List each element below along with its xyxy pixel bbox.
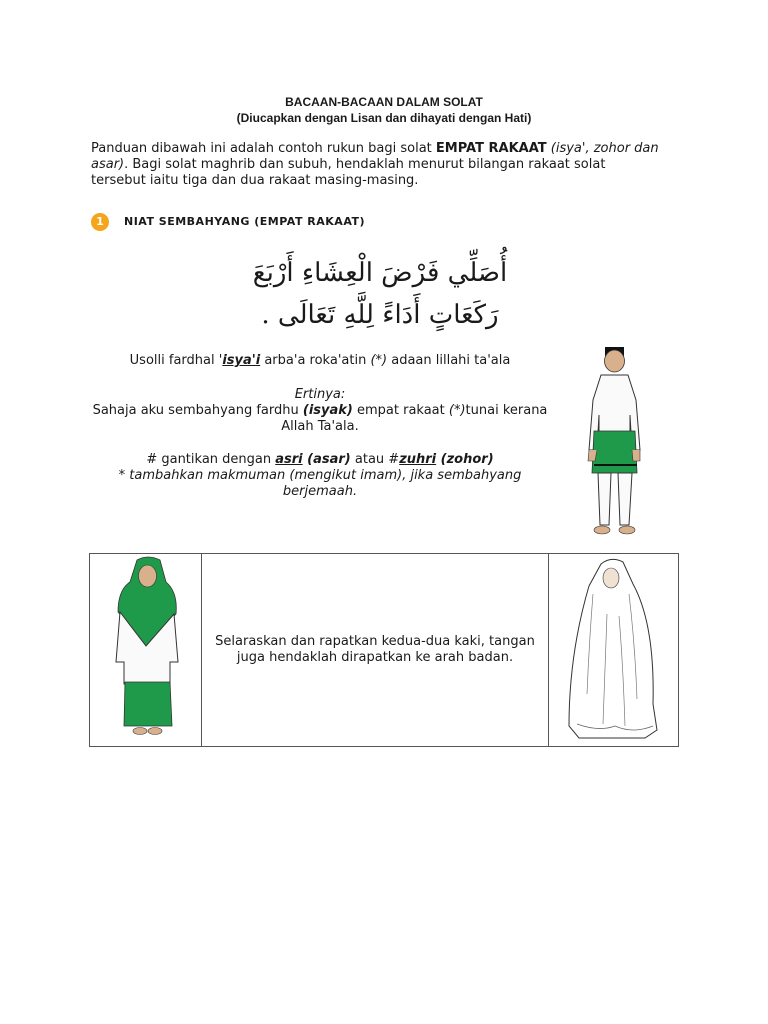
table-cell-woman-white <box>549 554 679 747</box>
arabic-line-1: أُصَلِّي فَرْضَ الْعِشَاءِ أَرْبَعَ <box>252 258 508 288</box>
makmum-note: * tambahkan makmuman (mengikut imam), jika sembahyang berjemaah. <box>118 468 522 499</box>
instruction-text: Selaraskan dan rapatkan kedua-dua kaki, tangan juga hendaklah dirapatkan ke arah badan. <box>215 634 535 665</box>
intro-bold: EMPAT RAKAAT <box>435 141 547 156</box>
meaning-text: Sahaja aku sembahyang fardhu (isyak) empat rakaat (*)tunai kerana Allah Ta'ala. <box>92 403 548 434</box>
arabic-line-2: رَكَعَاتٍ أَدَاءً لِلَّهِ تَعَالَى . <box>261 300 499 330</box>
meaning-label: Ertinya: <box>294 387 346 402</box>
table-cell-woman-green <box>90 554 202 747</box>
woman-white-telekung-illustration <box>549 554 678 742</box>
replace-note: # gantikan dengan asri (asar) atau #zuhri (zohor) <box>146 452 494 467</box>
page-subtitle: (Diucapkan dengan Lisan dan dihayati dengan Hati) <box>236 111 532 125</box>
transliteration: Usolli fardhal 'isya'i arba'a roka'atin (*) adaan lillahi ta'ala <box>129 353 511 368</box>
illustration-table <box>89 553 679 747</box>
intro-paragraph: Panduan dibawah ini adalah contoh rukun bagi solat EMPAT RAKAAT (isya', zohor dan asar). Bagi solat maghrib dan subuh, hendaklah menurut bilangan rakaat solat tersebut iaitu tiga dan dua rakaat masing-masing. <box>91 141 659 188</box>
man-standing-illustration <box>580 345 650 540</box>
arabic-niat-text <box>230 252 530 340</box>
transliteration-highlight: isya'i <box>222 353 261 368</box>
intro-italic: (isya', zohor dan asar) <box>91 141 659 172</box>
step-number-badge: 1 <box>91 213 109 231</box>
instruction-cell <box>202 554 549 747</box>
woman-green-telekung-illustration <box>90 554 201 742</box>
page-title: BACAAN-BACAAN DALAM SOLAT <box>285 95 483 109</box>
meaning-highlight: (isyak) <box>302 403 353 418</box>
section-heading: NIAT SEMBAHYANG (EMPAT RAKAAT) <box>124 215 366 228</box>
